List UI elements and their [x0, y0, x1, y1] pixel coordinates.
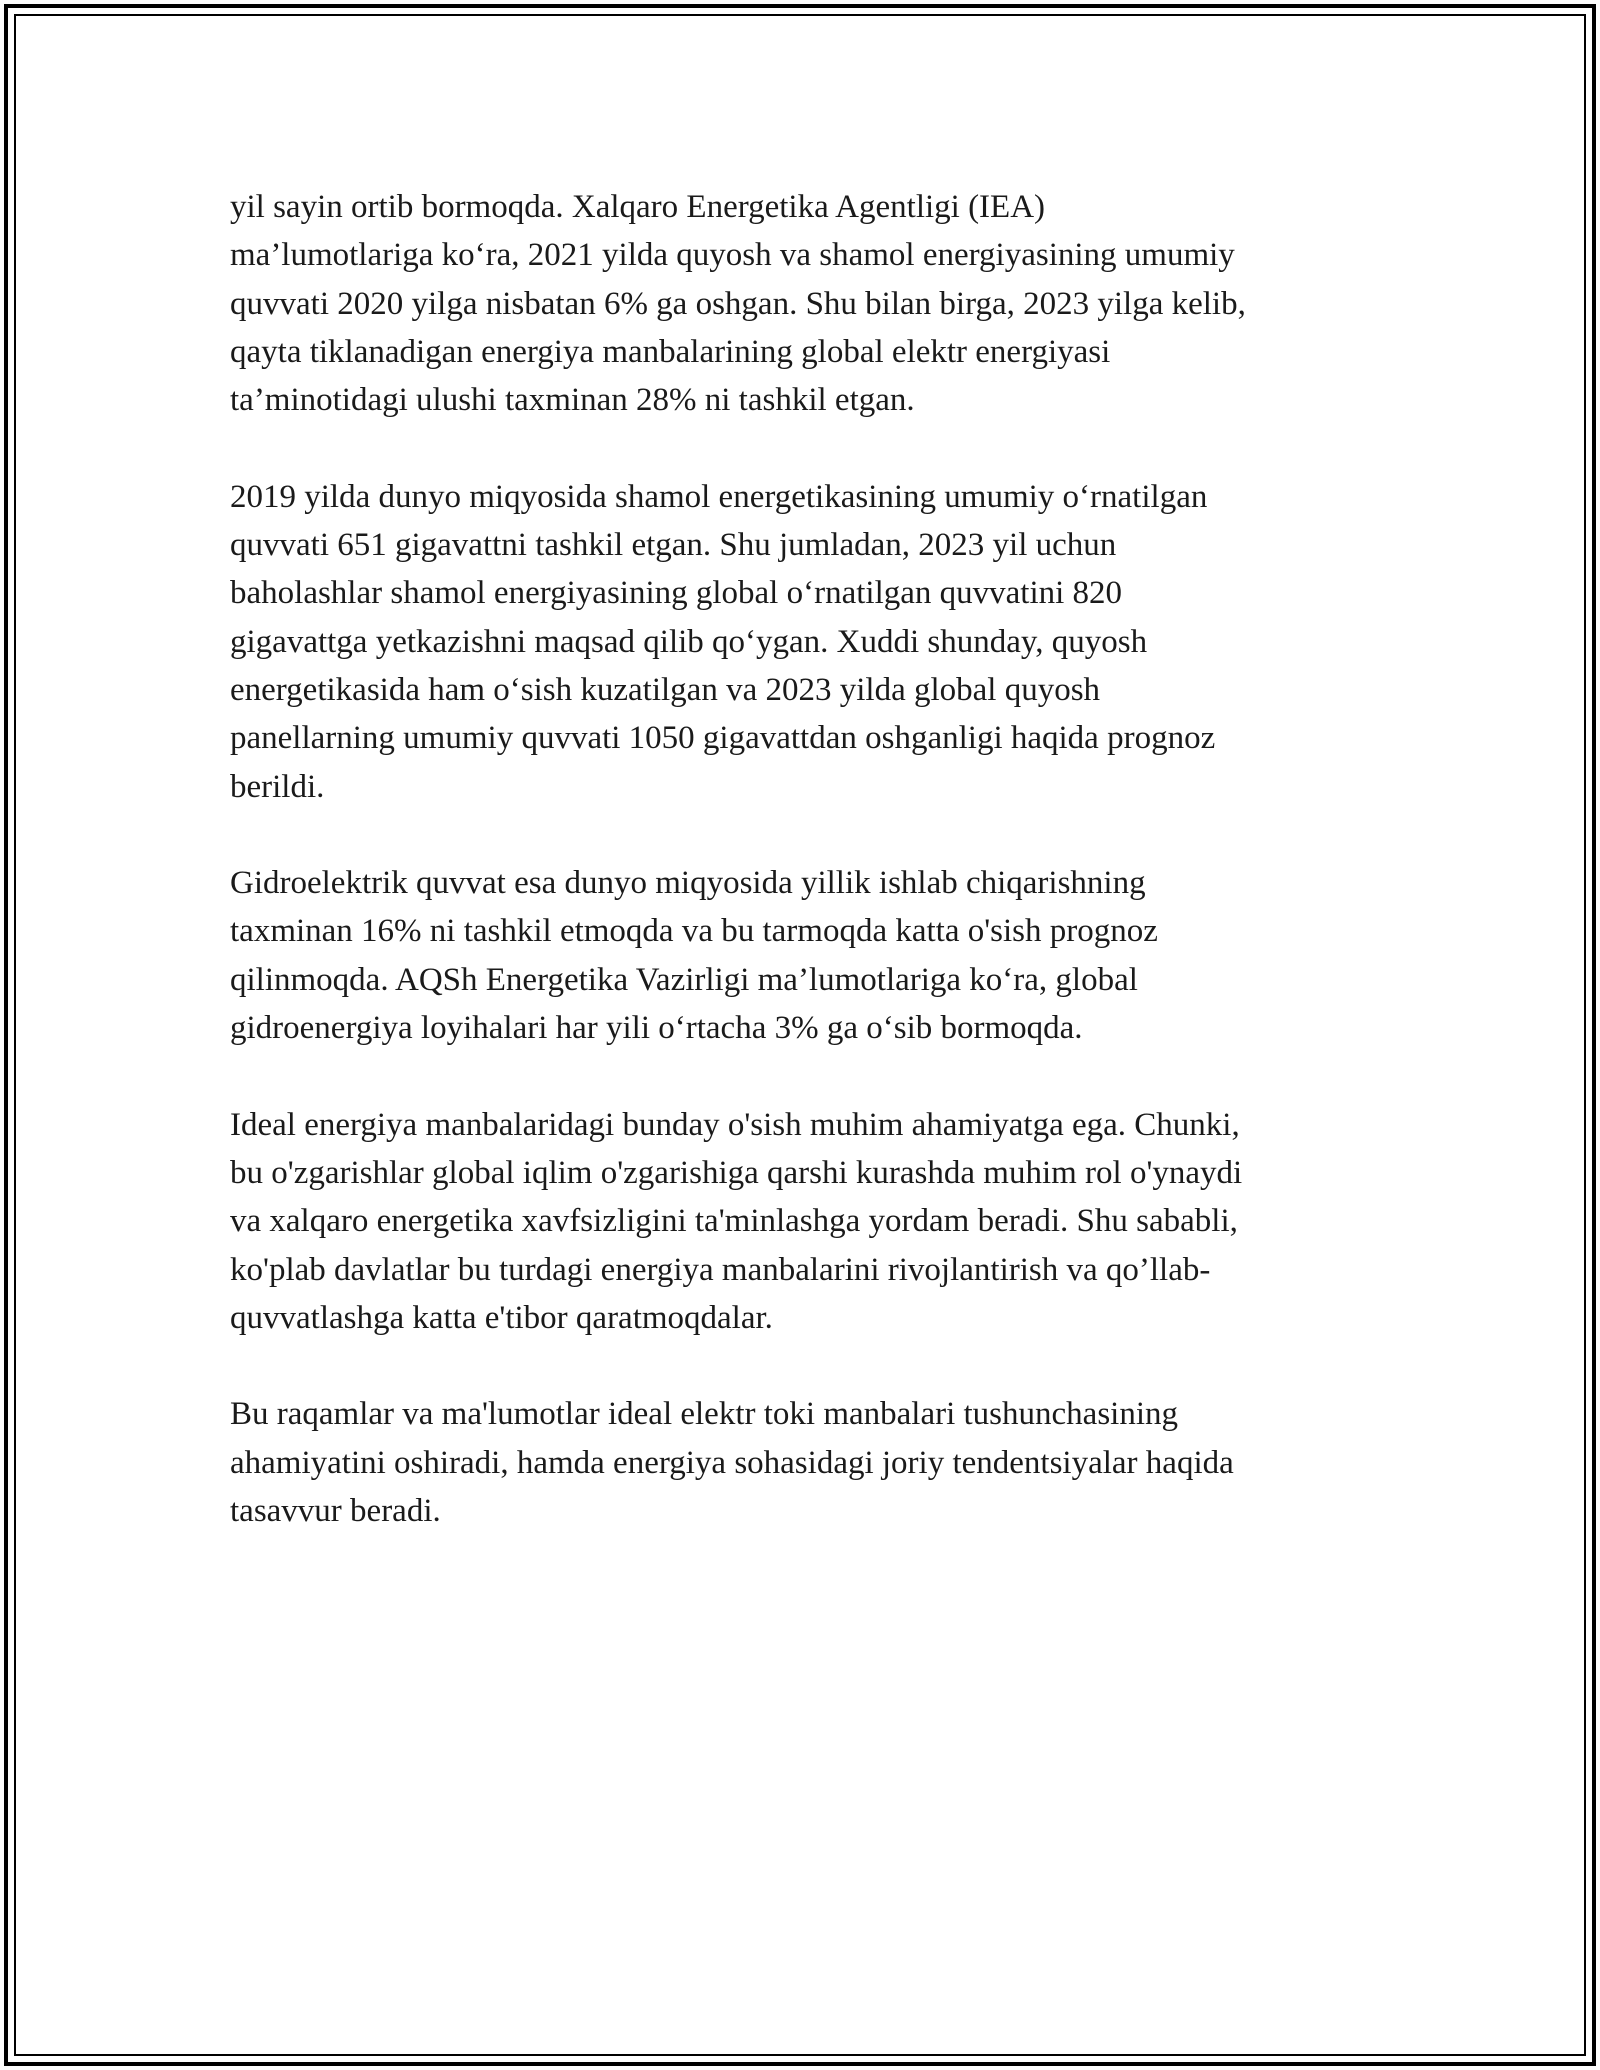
text-line: Bu raqamlar va ma'lumotlar ideal elektr toki manbalari tushunchasining [230, 1396, 1178, 1433]
text-line: ahamiyatini oshiradi, hamda energiya sohasidagi joriy tendentsiyalar haqida [230, 1444, 1234, 1481]
text-line: va xalqaro energetika xavfsizligini ta'minlashga yordam beradi. Shu sababli, [230, 1203, 1238, 1240]
document-body [230, 183, 1380, 1584]
text-line: gidroenergiya loyihalari har yili o‘rtacha 3% ga o‘sib bormoqda. [230, 1010, 1083, 1047]
text-line: Gidroelektrik quvvat esa dunyo miqyosida yillik ishlab chiqarishning [230, 865, 1146, 902]
text-line: qilinmoqda. AQSh Energetika Vazirligi ma’lumotlariga ko‘ra, global [230, 961, 1138, 998]
text-line: baholashlar shamol energiyasining global o‘rnatilgan quvvatini 820 [230, 575, 1123, 612]
text-line: quvvati 2020 yilga nisbatan 6% ga oshgan. Shu bilan birga, 2023 yilga kelib, [230, 285, 1246, 322]
paragraph-2 [230, 473, 1380, 811]
paragraph-4 [230, 1101, 1380, 1342]
paragraph-3 [230, 859, 1380, 1052]
text-line: berildi. [230, 768, 325, 805]
paragraph-5 [230, 1390, 1380, 1535]
text-line: taxminan 16% ni tashkil etmoqda va bu tarmoqda katta o'sish prognoz [230, 913, 1158, 950]
text-line: Ideal energiya manbalaridagi bunday o'sish muhim ahamiyatga ega. Chunki, [230, 1106, 1240, 1143]
text-line: 2019 yilda dunyo miqyosida shamol energetikasining umumiy o‘rnatilgan [230, 478, 1208, 515]
text-line: gigavattga yetkazishni maqsad qilib qo‘ygan. Xuddi shunday, quyosh [230, 623, 1148, 660]
text-line: ma’lumotlariga ko‘ra, 2021 yilda quyosh va shamol energiyasining umumiy [230, 237, 1235, 274]
text-line: panellarning umumiy quvvati 1050 gigavattdan oshganligi haqida prognoz [230, 720, 1216, 757]
text-line: ta’minotidagi ulushi taxminan 28% ni tashkil etgan. [230, 382, 915, 419]
text-line: quvvatlashga katta e'tibor qaratmoqdalar. [230, 1299, 773, 1336]
paragraph-1 [230, 183, 1380, 424]
text-line: tasavvur beradi. [230, 1493, 441, 1530]
text-line: energetikasida ham o‘sish kuzatilgan va 2023 yilda global quyosh [230, 671, 1101, 708]
text-line: ko'plab davlatlar bu turdagi energiya manbalarini rivojlantirish va qo’llab- [230, 1251, 1211, 1288]
text-line: qayta tiklanadigan energiya manbalarining global elektr energiyasi [230, 333, 1111, 370]
text-line: yil sayin ortib bormoqda. Xalqaro Energetika Agentligi (IEA) [230, 189, 1046, 225]
text-line: bu o'zgarishlar global iqlim o'zgarishiga qarshi kurashda muhim rol o'ynaydi [230, 1154, 1243, 1191]
text-line: quvvati 651 gigavattni tashkil etgan. Shu jumladan, 2023 yil uchun [230, 527, 1117, 564]
